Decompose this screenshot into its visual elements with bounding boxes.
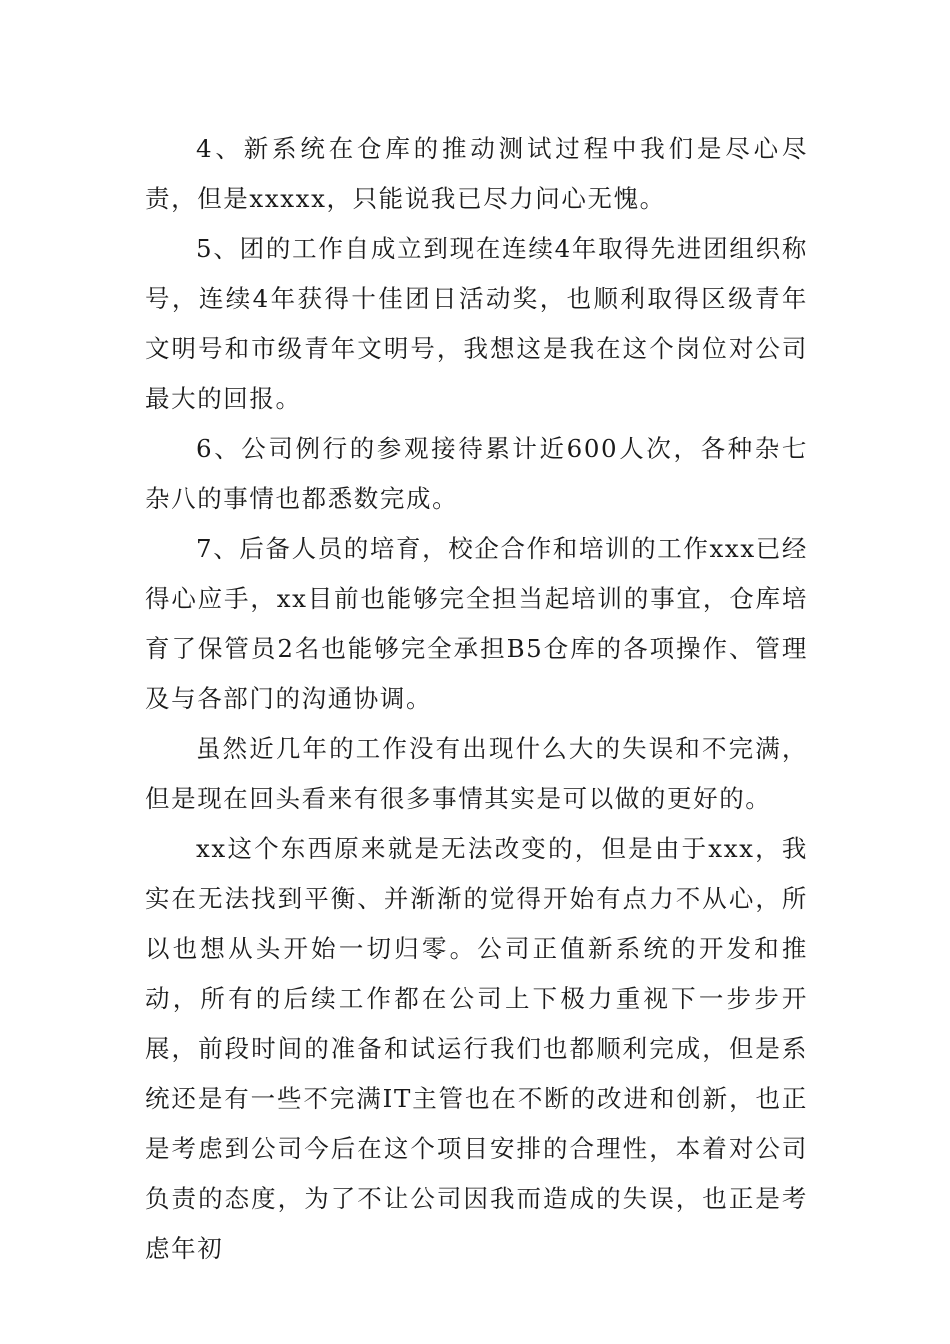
paragraph-item-4: 4、新系统在仓库的推动测试过程中我们是尽心尽责，但是xxxxx，只能说我已尽力问心无愧。: [145, 134, 808, 213]
document-body: [145, 124, 808, 1274]
paragraph-item-6: 6、公司例行的参观接待累计近600人次，各种杂七杂八的事情也都悉数完成。: [145, 434, 808, 513]
paragraph-reflection: 虽然近几年的工作没有出现什么大的失误和不完满，但是现在回头看来有很多事情其实是可以做的更好的。: [145, 734, 808, 813]
paragraph-resignation-reason: xx这个东西原来就是无法改变的，但是由于xxx，我实在无法找到平衡、并渐渐的觉得开始有点力不从心，所以也想从头开始一切归零。公司正值新系统的开发和推动，所有的后续工作都在公司上下极力重视下一步步开展，前段时间的准备和试运行我们也都顺利完成，但是系统还是有一些不完满IT主管也在不断的改进和创新，也正是考虑到公司今后在这个项目安排的合理性，本着对公司负责的态度，为了不让公司因我而造成的失误，也正是考虑年初: [145, 834, 808, 1263]
paragraph-item-7: 7、后备人员的培育，校企合作和培训的工作xxx已经得心应手，xx目前也能够完全担当起培训的事宜，仓库培育了保管员2名也能够完全承担B5仓库的各项操作、管理及与各部门的沟通协调。: [145, 534, 808, 713]
paragraph-item-5: 5、团的工作自成立到现在连续4年取得先进团组织称号，连续4年获得十佳团日活动奖，也顺利取得区级青年文明号和市级青年文明号，我想这是我在这个岗位对公司最大的回报。: [145, 234, 808, 413]
